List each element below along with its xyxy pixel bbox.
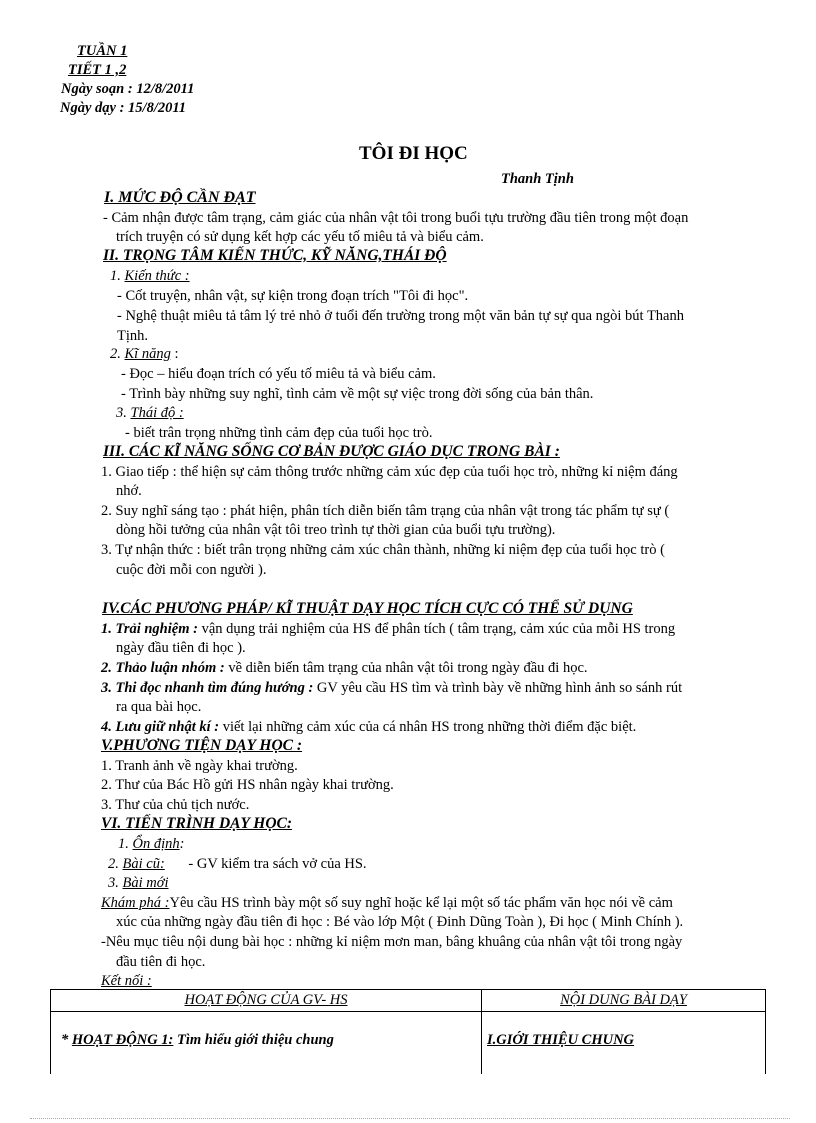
skill-life-1b: nhớ. xyxy=(116,483,142,499)
tool-2: 2. Thư của Bác Hồ gửi HS nhân ngày khai trường. xyxy=(101,777,394,793)
skill-life-3a: 3. Tự nhận thức : biết trân trọng những cảm xúc chân thành, những kỉ niệm đẹp của tuổi học trò ( xyxy=(101,542,665,558)
knowledge-item-2a: - Nghệ thuật miêu tả tâm lý trẻ nhỏ ở tuổi đến trường trong một văn bản tự sự qua ngòi bút Thanh xyxy=(117,308,684,324)
tool-3: 3. Thư của chủ tịch nước. xyxy=(101,797,250,813)
skill-life-3b: cuộc đời mỗi con người ). xyxy=(116,562,267,578)
attitude-num: 3. xyxy=(116,405,127,421)
table-col-1-label: HOẠT ĐỘNG CỦA GV- HS xyxy=(184,992,348,1008)
period-label: TIẾT 1 ,2 xyxy=(68,62,127,78)
table-col-2 xyxy=(482,990,766,1012)
method-2 xyxy=(101,659,588,677)
process-2 xyxy=(108,855,367,873)
section-3-heading: III. CÁC KĨ NĂNG SỐNG CƠ BẢN ĐƯỢC GIÁO DỤC TRONG BÀI : xyxy=(103,443,560,460)
explore xyxy=(101,894,673,912)
explore-text: Yêu cầu HS trình bày một số suy nghĩ hoặc kể lại một số tác phẩm văn học nói về cảm xyxy=(169,895,673,911)
skills-item-2: - Trình bày những suy nghĩ, tình cảm về một sự việc trong đời sống của bản thân. xyxy=(121,386,594,402)
page-bottom-rule xyxy=(30,1118,790,1119)
method-3-label: 3. Thi đọc nhanh tìm đúng hướng : xyxy=(101,680,314,696)
teach-date: Ngày dạy : 15/8/2011 xyxy=(60,100,187,116)
connect-label: Kết nối : xyxy=(101,973,152,989)
goal-a: -Nêu mục tiêu nội dung bài học : những kỉ niệm mơn man, bâng khuâng của nhân vật tôi trong ngày xyxy=(101,934,683,950)
week-label: TUẦN 1 xyxy=(77,43,128,59)
method-4-label: 4. Lưu giữ nhật kí : xyxy=(101,719,220,735)
method-2-text: về diễn biến tâm trạng của nhân vật tôi trong ngày đầu đi học. xyxy=(224,660,588,676)
s1-line-2: trích truyện có sử dụng kết hợp các yếu tố miêu tả và biểu cảm. xyxy=(116,229,484,245)
skill-life-2a: 2. Suy nghĩ sáng tạo : phát hiện, phân tích diễn biến tâm trạng của nhân vật trong tác phẩm tự sự ( xyxy=(101,503,670,519)
page-title: TÔI ĐI HỌC xyxy=(359,143,468,164)
attitude-label xyxy=(116,404,184,422)
knowledge-item-2b: Tịnh. xyxy=(117,328,149,344)
process-1-num: 1. xyxy=(118,836,129,852)
table-row-right xyxy=(482,1012,766,1074)
method-3-text: GV yêu cầu HS tìm và trình bày về những hình ảnh so sánh rút xyxy=(313,680,683,696)
intro-heading: I.GIỚI THIỆU CHUNG xyxy=(487,1032,635,1048)
process-2-label: Bài cũ: xyxy=(122,856,165,872)
prep-date: Ngày soạn : 12/8/2011 xyxy=(61,81,195,97)
knowledge-label xyxy=(110,267,190,285)
skills-text: Kĩ năng xyxy=(124,346,171,362)
explore-b: xúc của những ngày đầu tiên đi học : Bé vào lớp Một ( Đinh Dũng Toàn ), Đi học ( Minh Chính ). xyxy=(116,914,684,930)
table-col-2-label: NỘI DUNG BÀI DẠY xyxy=(560,992,687,1008)
process-1 xyxy=(118,835,184,853)
table-header-row xyxy=(51,990,766,1012)
method-2-label: 2. Thảo luận nhóm : xyxy=(101,660,225,676)
skills-colon: : xyxy=(170,346,179,362)
section-5-heading: V.PHƯƠNG TIỆN DẠY HỌC : xyxy=(101,737,303,754)
s1-line-1: - Cảm nhận được tâm trạng, cảm giác của nhân vật tôi trong buổi tựu trường đầu tiên trong một đoạn xyxy=(103,210,689,226)
section-6-heading: VI. TIẾN TRÌNH DẠY HỌC: xyxy=(101,815,293,832)
process-1-label: Ổn định xyxy=(132,836,180,852)
method-1-text: vận dụng trải nghiệm của HS để phân tích ( tâm trạng, cảm xúc của mỗi HS trong xyxy=(197,621,676,637)
process-2-num: 2. xyxy=(108,856,119,872)
method-1 xyxy=(101,620,675,638)
skills-label xyxy=(110,345,178,363)
process-3 xyxy=(108,874,169,892)
attitude-text: Thái độ : xyxy=(130,405,184,421)
method-4-text: viết lại những cảm xúc của cá nhân HS trong những thời điểm đặc biệt. xyxy=(219,719,637,735)
method-4 xyxy=(101,718,636,736)
knowledge-item-1: - Cốt truyện, nhân vật, sự kiện trong đoạn trích "Tôi đi học". xyxy=(117,288,469,304)
goal-b: đầu tiên đi học. xyxy=(116,954,206,970)
method-3-b: ra qua bài học. xyxy=(116,699,202,715)
explore-label: Khám phá : xyxy=(101,895,170,911)
table-row-left xyxy=(51,1012,482,1074)
skills-num: 2. xyxy=(110,346,121,362)
skills-item-1: - Đọc – hiểu đoạn trích có yếu tố miêu tả và biểu cảm. xyxy=(121,366,436,382)
knowledge-num: 1. xyxy=(110,268,121,284)
process-3-num: 3. xyxy=(108,875,119,891)
lesson-table xyxy=(50,989,766,1074)
activity-star: * xyxy=(61,1032,72,1048)
method-3 xyxy=(101,679,682,697)
skill-life-2b: dòng hồi tưởng của nhân vật tôi treo trình tự thời gian của buổi tựu trường). xyxy=(116,522,556,538)
process-2-text: - GV kiểm tra sách vở của HS. xyxy=(188,856,367,872)
method-1-label: 1. Trải nghiệm : xyxy=(101,621,198,637)
knowledge-text: Kiến thức : xyxy=(124,268,190,284)
author: Thanh Tịnh xyxy=(501,171,574,187)
tool-1: 1. Tranh ảnh về ngày khai trường. xyxy=(101,758,298,774)
activity-text: Tìm hiểu giới thiệu chung xyxy=(173,1032,334,1048)
process-1-colon: : xyxy=(179,836,185,852)
table-row xyxy=(51,1012,766,1074)
table-col-1 xyxy=(51,990,482,1012)
activity-label: HOẠT ĐỘNG 1: xyxy=(71,1032,174,1048)
section-2-heading: II. TRỌNG TÂM KIẾN THỨC, KỸ NĂNG,THÁI ĐỘ xyxy=(103,247,447,264)
section-4-heading: IV.CÁC PHƯƠNG PHÁP/ KĨ THUẬT DẠY HỌC TÍCH CỰC CÓ THỂ SỬ DỤNG xyxy=(102,600,633,617)
method-1-b: ngày đầu tiên đi học ). xyxy=(116,640,246,656)
section-1-heading: I. MỨC ĐỘ CẦN ĐẠT xyxy=(104,189,256,206)
attitude-item-1: - biết trân trọng những tình cảm đẹp của tuổi học trò. xyxy=(125,425,433,441)
skill-life-1a: 1. Giao tiếp : thể hiện sự cảm thông trước những cảm xúc đẹp của tuổi học trò, những kỉ niệm đáng xyxy=(101,464,678,480)
process-3-label: Bài mới xyxy=(122,875,169,891)
